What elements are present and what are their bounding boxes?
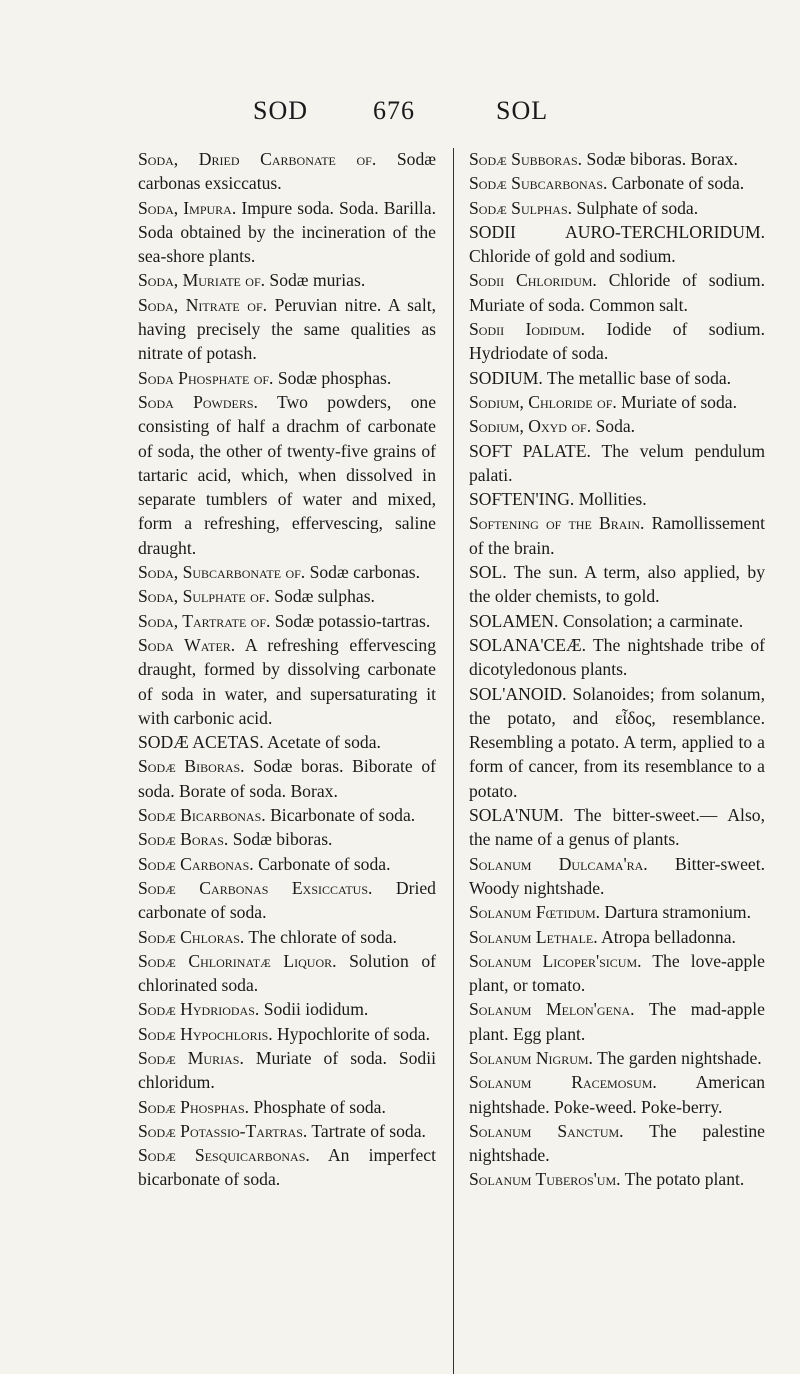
entry-term: SOL. — [469, 562, 507, 583]
entry-definition: The mad-apple plant. Egg plant. — [469, 999, 765, 1044]
entry-definition: American nightshade. Poke-weed. Poke-berry. — [469, 1072, 765, 1117]
dictionary-entry — [469, 414, 765, 438]
entry-definition: Iodide of sodium. Hydriodate of soda. — [469, 319, 765, 364]
dictionary-entry — [138, 754, 436, 803]
column-divider — [453, 148, 454, 1374]
entry-definition: Sodæ boras. Biborate of soda. Borate of soda. Borax. — [138, 756, 436, 801]
entry-term: Solanum Tuberos'um. — [469, 1169, 621, 1190]
dictionary-entry — [138, 730, 436, 754]
entry-definition: Muriate of soda. — [616, 391, 737, 412]
entry-term: Sodii Chloridum. — [469, 270, 597, 291]
dictionary-entry — [138, 852, 436, 876]
dictionary-entry — [469, 1119, 765, 1168]
entry-definition: The sun. A term, also applied, by the older chemists, to gold. — [469, 562, 765, 607]
entry-definition: Chloride of gold and sodium. — [469, 246, 676, 267]
entry-term: Soda, Muriate of. — [138, 270, 266, 291]
entry-definition: Hypochlorite of soda. — [272, 1023, 430, 1044]
entry-term: Solanum Lethale. — [469, 926, 598, 947]
entry-definition: Sodæ carbonas. — [305, 562, 421, 583]
entry-term: Solanum Racemosum. — [469, 1072, 657, 1093]
entry-definition: Sodæ sulphas. — [269, 586, 375, 607]
entry-term: Soda, Tartrate of. — [138, 610, 271, 631]
entry-definition: The nightshade tribe of dicotyledonous plants. — [469, 634, 765, 680]
dictionary-entry — [469, 317, 765, 366]
entry-term: Solanum Melon'gena. — [469, 999, 635, 1020]
dictionary-entry — [138, 876, 436, 925]
dictionary-entry — [469, 997, 765, 1046]
entry-definition: The potato plant. — [620, 1169, 745, 1190]
entry-definition: Sodæ phosphas. — [273, 367, 392, 388]
entry-definition: Tartrate of soda. — [307, 1120, 426, 1141]
entry-definition: Consolation; a carminate. — [558, 610, 744, 631]
entry-definition: Sodii iodidum. — [259, 999, 369, 1020]
dictionary-entry — [138, 949, 436, 998]
page-number: 676 — [373, 96, 415, 125]
dictionary-entry — [469, 487, 765, 511]
entry-definition: The love-apple plant, or tomato. — [469, 950, 765, 996]
dictionary-entry — [138, 609, 436, 633]
entry-term: Sodæ Carbonas Exsiccatus. — [138, 877, 373, 898]
dictionary-entry — [138, 633, 436, 730]
dictionary-entry — [469, 852, 765, 901]
dictionary-entry — [469, 803, 765, 852]
header-right-guideword: SOL — [496, 96, 549, 125]
entry-term: Sodium, Chloride of. — [469, 391, 617, 412]
dictionary-entry — [138, 925, 436, 949]
entry-term: SOLAMEN. — [469, 610, 559, 631]
entry-definition: Bicarbonate of soda. — [265, 805, 416, 826]
entry-term: Soda Water. — [138, 634, 236, 655]
dictionary-entry — [138, 560, 436, 584]
entry-definition: The garden nightshade. — [592, 1047, 762, 1068]
dictionary-entry — [469, 949, 765, 998]
entry-definition: Sodæ potassio-tartras. — [270, 610, 431, 631]
entry-term: Sodæ Phosphas. — [138, 1096, 250, 1117]
dictionary-entry — [469, 366, 765, 390]
entry-definition: Sulphate of soda. — [572, 197, 699, 218]
entry-term: Sodæ Chlorinatæ Liquor. — [138, 950, 337, 971]
entry-definition: Soda. — [591, 416, 636, 437]
dictionary-entry — [469, 196, 765, 220]
entry-term: Soda Phosphate of. — [138, 367, 274, 388]
entry-term: Sodii Iodidum. — [469, 319, 586, 340]
dictionary-entry — [138, 1143, 436, 1192]
entry-term: Sodæ Sesquicarbonas. — [138, 1145, 310, 1166]
entry-term: Solanum Nigrum. — [469, 1047, 593, 1068]
entry-definition: Mollities. — [574, 489, 647, 510]
entry-definition: The metallic base of soda. — [542, 367, 732, 388]
entry-term: Sodæ Chloras. — [138, 926, 245, 947]
entry-term: Sodæ Carbonas. — [138, 853, 254, 874]
dictionary-entry — [469, 1167, 765, 1191]
entry-term: SODIUM. — [469, 367, 543, 388]
entry-term: SOLA'NUM. — [469, 805, 564, 826]
dictionary-entry — [469, 268, 765, 317]
entry-term: Softening of the Brain. — [469, 513, 645, 534]
entry-term: Sodæ Hydriodas. — [138, 999, 260, 1020]
dictionary-entry — [138, 366, 436, 390]
dictionary-entry — [469, 147, 765, 171]
entry-term: Sodæ Potassio-Tartras. — [138, 1120, 308, 1141]
dictionary-entry — [138, 1022, 436, 1046]
entry-definition: Chloride of sodium. Muriate of soda. Common salt. — [469, 270, 765, 315]
entry-definition: Sodæ biboras. Borax. — [582, 149, 738, 169]
entry-term: SOFT PALATE. — [469, 440, 591, 461]
entry-term: Sodæ Bicarbonas. — [138, 805, 266, 826]
dictionary-entry — [469, 1070, 765, 1119]
dictionary-entry — [469, 390, 765, 414]
dictionary-entry — [469, 560, 765, 609]
entry-definition: Solanoides; from solanum, the potato, and εἶδος, resemblance. Resembling a potato. A term, applied to a form of cancer, from its resemblance to a potato. — [469, 683, 765, 801]
entry-term: Soda Powders. — [138, 391, 258, 412]
entry-definition: Phosphate of soda. — [249, 1096, 386, 1117]
entry-term: Solanum Licoper'sicum. — [469, 950, 642, 971]
entry-term: Soda, Nitrate of. — [138, 294, 268, 315]
entry-definition: A refreshing effervescing draught, formed by dissolving carbonate of soda in water, and supersaturating it with carbonic acid. — [138, 634, 437, 728]
dictionary-entry — [138, 1095, 436, 1119]
entry-definition: Muriate of soda. Sodii chloridum. — [138, 1047, 437, 1093]
entry-definition: Carbonate of soda. — [253, 853, 391, 874]
entry-term: Soda, Impura. — [138, 197, 237, 218]
entry-term: Solanum Sanctum. — [469, 1120, 624, 1141]
dictionary-entry — [469, 633, 765, 682]
dictionary-entry — [469, 609, 765, 633]
entry-definition: The chlorate of soda. — [244, 926, 397, 947]
dictionary-entry — [138, 997, 436, 1021]
dictionary-entry — [138, 390, 436, 560]
entry-definition: Acetate of soda. — [263, 732, 381, 753]
entry-term: Soda, Dried Carbonate of. — [138, 149, 377, 169]
entry-definition: Sodæ carbonas exsiccatus. — [138, 149, 436, 194]
entry-definition: The palestine nightshade. — [469, 1120, 765, 1166]
entry-term: SOLANA'CEÆ. — [469, 634, 587, 655]
entry-term: Sodæ Subboras. — [469, 149, 583, 169]
entry-definition: Two powders, one consisting of half a drachm of carbonate of soda, the other of twenty-five grains of tartaric acid, which, when dissolved in separate tumblers of water and mixed, form a refreshing, effervescing, saline draught. — [138, 391, 437, 558]
dictionary-entry — [138, 803, 436, 827]
entry-term: Sodæ Boras. — [138, 829, 229, 850]
entry-term: Solanum Dulcama'ra. — [469, 853, 648, 874]
entry-term: Sodæ Subcarbonas. — [469, 173, 608, 194]
entry-definition: Impure soda. Soda. Barilla. Soda obtained by the incineration of the sea-shore plants. — [138, 197, 436, 267]
dictionary-entry — [469, 171, 765, 195]
entry-definition: Sodæ murias. — [265, 270, 366, 291]
entry-definition: Carbonate of soda. — [607, 173, 745, 194]
entry-term: SOL'ANOID. — [469, 683, 567, 704]
entry-term: SODÆ ACETAS. — [138, 732, 264, 753]
entry-definition: Bitter-sweet. Woody nightshade. — [469, 853, 765, 898]
dictionary-entry — [138, 1046, 436, 1095]
page-header — [0, 96, 800, 126]
entry-definition: An imperfect bicarbonate of soda. — [138, 1145, 436, 1190]
entry-term: Solanum Fœtidum. — [469, 902, 601, 923]
entry-term: Sodium, Oxyd of. — [469, 416, 592, 437]
dictionary-entry — [469, 925, 765, 949]
entry-definition: Dartura stramonium. — [600, 902, 752, 923]
entry-definition: Solution of chlorinated soda. — [138, 950, 436, 996]
dictionary-entry — [138, 827, 436, 851]
entry-definition: The velum pendulum palati. — [469, 440, 765, 485]
dictionary-entry — [138, 293, 436, 366]
entry-definition: Sodæ biboras. — [228, 829, 333, 850]
entry-term: SODII AURO-TERCHLORIDUM. — [469, 221, 765, 242]
dictionary-entry — [138, 196, 436, 269]
dictionary-entry — [469, 1046, 765, 1070]
entry-term: Sodæ Sulphas. — [469, 197, 573, 218]
entry-definition: Atropa belladonna. — [597, 926, 736, 947]
entry-definition: Peruvian nitre. A salt, having precisely the same qualities as nitrate of potash. — [138, 294, 436, 364]
entry-definition: The bitter-sweet.— Also, the name of a genus of plants. — [469, 805, 765, 850]
entry-term: Soda, Subcarbonate of. — [138, 562, 306, 583]
entry-definition: Dried carbonate of soda. — [138, 877, 436, 923]
entry-term: Sodæ Biboras. — [138, 756, 245, 777]
dictionary-entry — [469, 439, 765, 488]
right-column — [469, 147, 765, 1192]
header-left-guideword: SOD — [253, 96, 309, 125]
entry-definition: Ramollissement of the brain. — [469, 513, 766, 558]
dictionary-entry — [469, 682, 765, 803]
dictionary-entry — [138, 1119, 436, 1143]
entry-term: Sodæ Murias. — [138, 1047, 244, 1068]
dictionary-entry — [469, 220, 765, 269]
entry-term: Sodæ Hypochloris. — [138, 1023, 273, 1044]
dictionary-entry — [138, 584, 436, 608]
dictionary-entry — [138, 268, 436, 292]
dictionary-entry — [469, 511, 765, 560]
entry-term: SOFTEN'ING. — [469, 489, 575, 510]
dictionary-entry — [138, 147, 436, 196]
dictionary-entry — [469, 900, 765, 924]
left-column — [138, 147, 436, 1192]
entry-term: Soda, Sulphate of. — [138, 586, 270, 607]
